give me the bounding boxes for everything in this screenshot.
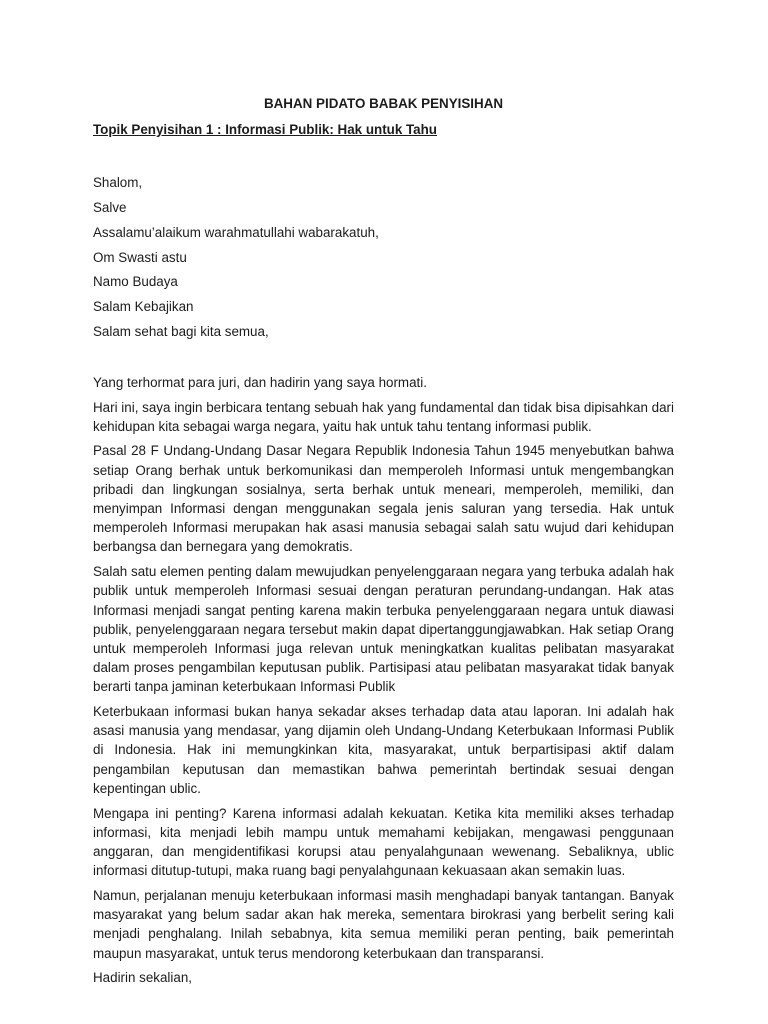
- paragraph: Namun, perjalanan menuju keterbukaan informasi masih menghadapi banyak tantangan. Banyak masyarakat yang belum sadar akan hak mereka, sementara birokrasi yang berbelit sering kali menjadi penghalang. Inilah sebabnya, kita semua memiliki peran penting, baik pemerintah maupun masyarakat, untuk terus mendorong keterbukaan dan transparansi.: [93, 887, 674, 961]
- speech-body: [93, 373, 674, 988]
- greeting-line: Shalom,: [93, 175, 143, 191]
- greeting-line: Assalamu’alaikum warahmatullahi wabarakatuh,: [93, 224, 379, 240]
- paragraph-closing: Hadirin sekalian,: [93, 970, 192, 986]
- document-title: BAHAN PIDATO BABAK PENYISIHAN: [263, 96, 504, 111]
- paragraph: Pasal 28 F Undang-Undang Dasar Negara Republik Indonesia Tahun 1945 menyebutkan bahwa setiap Orang berhak untuk berkomunikasi dan memperoleh Informasi untuk mengembangkan pribadi dan lingkungan sosialnya, serta berhak untuk meneari, memperoleh, memiliki, dan menyimpan Informasi dengan menggunakan segala jenis saluran yang tersedia. Hak untuk memperoleh Informasi merupakan hak asasi manusia sebagai salah satu wujud dari kehidupan berbangsa dan bernegara yang demokratis.: [93, 443, 674, 555]
- greeting-line: Salam sehat bagi kita semua,: [93, 323, 269, 339]
- paragraph-salutation: Yang terhormat para juri, dan hadirin yang saya hormati.: [93, 374, 427, 390]
- paragraph: Mengapa ini penting? Karena informasi adalah kekuatan. Ketika kita memiliki akses terhadap informasi, kita menjadi lebih mampu untuk memahami kebijakan, mengawasi penggunaan anggaran, dan mengidentifikasi korupsi atau penyalahgunaan wewenang. Sebaliknya, ublic informasi ditutup-tutupi, maka ruang bagi penyalahgunaan kekuasaan akan semakin luas.: [93, 805, 674, 879]
- greeting-line: Namo Budaya: [93, 274, 178, 290]
- greeting-line: Om Swasti astu: [93, 249, 187, 265]
- greeting-line: Salve: [93, 200, 127, 216]
- greetings-block: [93, 173, 674, 340]
- paragraph: Hari ini, saya ingin berbicara tentang sebuah hak yang fundamental dan tidak bisa dipisahkan dari kehidupan kita sebagai warga negara, yaitu hak untuk tahu tentang informasi publik.: [93, 399, 674, 434]
- document-topic: Topik Penyisihan 1 : Informasi Publik: Hak untuk Tahu: [93, 122, 437, 138]
- document-page: [93, 94, 674, 993]
- paragraph: Keterbukaan informasi bukan hanya sekadar akses terhadap data atau laporan. Ini adalah hak asasi manusia yang mendasar, yang dijamin oleh Undang-Undang Keterbukaan Informasi Publik di Indonesia. Hak ini memungkinkan kita, masyarakat, untuk berpartisipasi aktif dalam pengambilan keputusan dan memastikan bahwa pemerintah bertindak sesuai dengan kepentingan ublic.: [93, 704, 674, 796]
- greeting-line: Salam Kebajikan: [93, 298, 194, 314]
- paragraph: Salah satu elemen penting dalam mewujudkan penyelenggaraan negara yang terbuka adalah hak publik untuk memperoleh Informasi sesuai dengan peraturan perundang-undangan. Hak atas Informasi menjadi sangat penting karena makin terbuka penyelenggaraan negara untuk diawasi publik, penyelenggaraan negara tersebut makin dapat dipertanggungjawabkan. Hak setiap Orang untuk memperoleh Informasi juga relevan untuk meningkatkan kualitas pelibatan masyarakat dalam proses pengambilan keputusan publik. Partisipasi atau pelibatan masyarakat tidak banyak berarti tanpa jaminan keterbukaan Informasi Publik: [93, 564, 674, 695]
